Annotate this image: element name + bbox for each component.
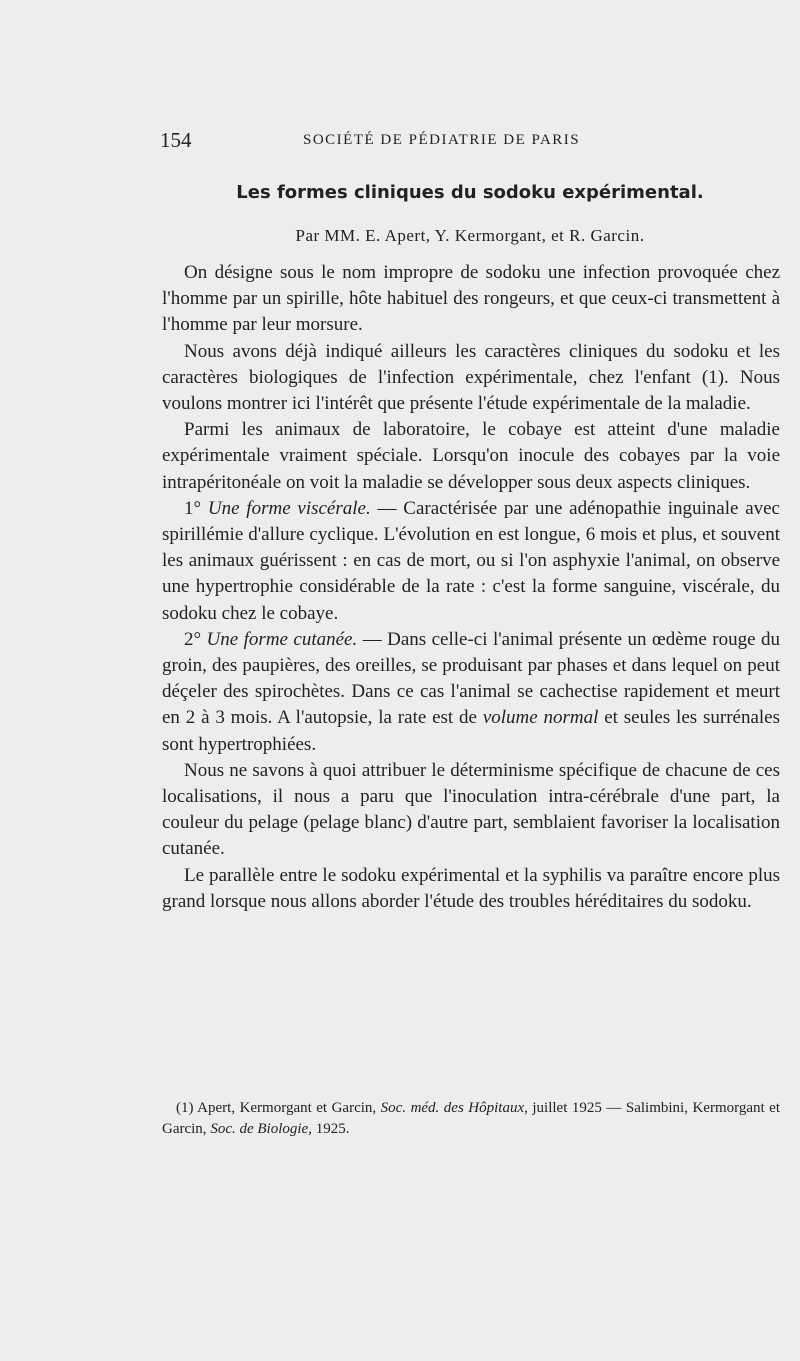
paragraph-visceral-form bbox=[162, 496, 780, 627]
list-marker-1: 1° bbox=[184, 497, 208, 519]
footnote bbox=[162, 1098, 780, 1140]
paragraph-1: On désigne sous le nom impropre de sodoku une infection provoquée chez l'homme par un spirille, hôte habituel des rongeurs, et que ceux-ci transmettent à l'homme par leur morsure. bbox=[162, 262, 780, 336]
article-authors: Par MM. E. Apert, Y. Kermorgant, et R. Garcin. bbox=[295, 226, 645, 245]
running-title: SOCIÉTÉ DE PÉDIATRIE DE PARIS bbox=[303, 132, 581, 148]
visceral-form-text: — Caractérisée par une adénopathie inguinale avec spirillémie d'allure cyclique. L'évolution en est longue, 6 mois et plus, et souvent les animaux guérissent : en cas de mort, ou si l'on asphyxie l'animal, on observe une hypertrophie considérable de la rate : c'est la forme sanguine, viscérale, du sodoku chez le cobaye. bbox=[162, 497, 780, 624]
paragraph-7: Le parallèle entre le sodoku expérimental et la syphilis va paraître encore plus grand lorsque nous allons aborder l'étude des troubles héréditaires du sodoku. bbox=[162, 864, 780, 912]
footnote-part-3: , 1925. bbox=[308, 1121, 350, 1137]
footnote-text bbox=[162, 1098, 780, 1140]
list-marker-2: 2° bbox=[184, 628, 207, 650]
footnote-journal-2: Soc. de Biologie bbox=[210, 1121, 309, 1137]
paragraph-6: Nous ne savons à quoi attribuer le déterminisme spécifique de chacune de ces localisations, il nous a paru que l'inoculation intra-cérébrale d'une part, la couleur du pelage (pelage blanc) d'autre part, semblaient favoriser la localisation cutanée. bbox=[162, 759, 780, 860]
footnote-journal-1: Soc. méd. des Hôpitaux bbox=[380, 1100, 525, 1116]
visceral-form-heading: Une forme viscérale. bbox=[207, 497, 371, 519]
cutaneous-form-text-a: — Dans celle-ci l'animal présente un œdème rouge du groin, des paupières, des oreilles, se produisant par phases et dans lequel on peut déçeler des spirochètes. Dans ce cas l'animal se cachectise rapidement et meurt en 2 à 3 mois. A l'autopsie, la rate est de bbox=[162, 628, 780, 729]
footnote-part-1: (1) Apert, Kermorgant et Garcin, bbox=[176, 1100, 381, 1116]
paragraph-cutaneous-form bbox=[162, 627, 780, 758]
page-number: 154 bbox=[160, 128, 192, 152]
paragraph-2: Nous avons déjà indiqué ailleurs les caractères cliniques du sodoku et les caractères biologiques de l'infection expérimentale, chez l'enfant (1). Nous voulons montrer ici l'intérêt que présente l'étude expérimentale de la maladie. bbox=[162, 340, 780, 415]
volume-normal-emphasis: volume normal bbox=[482, 707, 599, 729]
cutaneous-form-heading: Une forme cutanée. bbox=[206, 628, 358, 650]
article-body bbox=[162, 260, 780, 915]
footnote-part-2: , juillet 1925 — Salimbini, Kermorgant et Garcin, bbox=[162, 1100, 780, 1137]
article-title: Les formes cliniques du sodoku expérimental. bbox=[236, 182, 704, 203]
cutaneous-form-text-b: et seules les surrénales sont hypertrophiées. bbox=[162, 707, 780, 755]
paragraph-3: Parmi les animaux de laboratoire, le cobaye est atteint d'une maladie expérimentale vraiment spéciale. Lorsqu'on inocule des cobayes par la voie intrapéritonéale on voit la maladie se développer sous deux aspects cliniques. bbox=[162, 419, 780, 493]
page-header bbox=[160, 128, 780, 156]
